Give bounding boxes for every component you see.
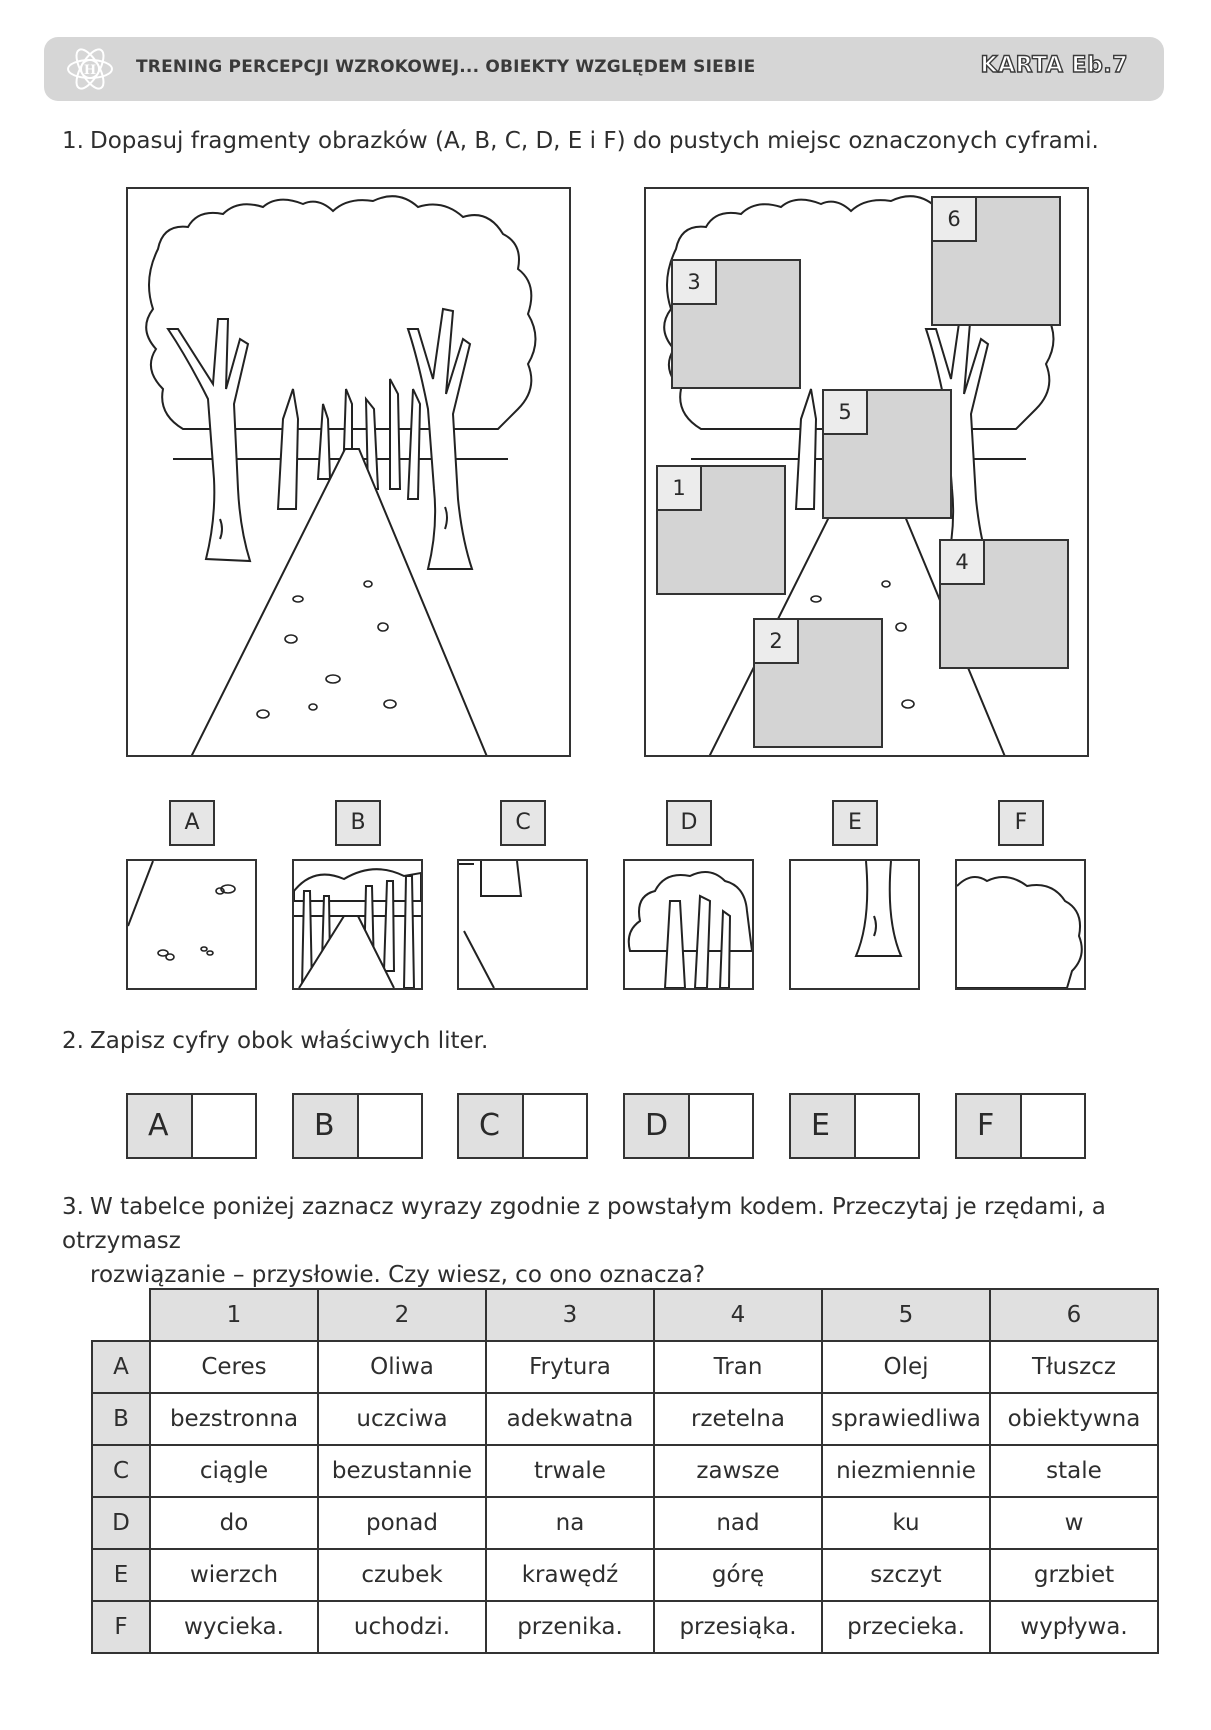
answer-field[interactable]	[524, 1095, 586, 1157]
word-cell[interactable]: zawsze	[654, 1445, 822, 1497]
word-cell[interactable]: sprawiedliwa	[822, 1393, 990, 1445]
answer-letter: E	[791, 1095, 856, 1157]
answer-box-f	[955, 1093, 1086, 1159]
word-cell[interactable]: górę	[654, 1549, 822, 1601]
word-cell[interactable]: adekwatna	[486, 1393, 654, 1445]
column-header: 4	[654, 1289, 822, 1341]
fragment-label-b: B	[335, 800, 381, 846]
word-cell[interactable]: nad	[654, 1497, 822, 1549]
word-cell[interactable]: do	[150, 1497, 318, 1549]
fragment-b	[292, 859, 423, 990]
column-header: 1	[150, 1289, 318, 1341]
table-row	[92, 1393, 1158, 1445]
gap-2	[753, 618, 883, 748]
word-cell[interactable]: na	[486, 1497, 654, 1549]
table-row	[92, 1445, 1158, 1497]
column-header: 2	[318, 1289, 486, 1341]
word-cell[interactable]: Tran	[654, 1341, 822, 1393]
code-table	[91, 1288, 1159, 1654]
logo-icon	[64, 43, 116, 95]
fragment-label-c: C	[500, 800, 546, 846]
gap-label: 6	[931, 196, 977, 242]
gap-1	[656, 465, 786, 595]
word-cell[interactable]: wierzch	[150, 1549, 318, 1601]
word-cell[interactable]: wycieka.	[150, 1601, 318, 1653]
gap-5	[822, 389, 952, 519]
gap-label: 4	[939, 539, 985, 585]
table-row	[92, 1497, 1158, 1549]
gap-label: 3	[671, 259, 717, 305]
task2-instruction	[62, 1024, 488, 1058]
word-cell[interactable]: wypływa.	[990, 1601, 1158, 1653]
answer-field[interactable]	[690, 1095, 752, 1157]
word-cell[interactable]: przesiąka.	[654, 1601, 822, 1653]
fragment-e	[789, 859, 920, 990]
word-cell[interactable]: Oliwa	[318, 1341, 486, 1393]
answer-box-a	[126, 1093, 257, 1159]
word-cell[interactable]: ponad	[318, 1497, 486, 1549]
fragment-c-drawing	[459, 861, 586, 988]
column-header: 5	[822, 1289, 990, 1341]
answer-letter: B	[294, 1095, 359, 1157]
table-header-row	[92, 1289, 1158, 1341]
answer-box-c	[457, 1093, 588, 1159]
row-header: F	[92, 1601, 150, 1653]
word-cell[interactable]: stale	[990, 1445, 1158, 1497]
fragment-e-drawing	[791, 861, 918, 988]
task3-number: 3.	[62, 1194, 84, 1220]
table-row	[92, 1549, 1158, 1601]
answer-box-d	[623, 1093, 754, 1159]
fragment-a	[126, 859, 257, 990]
column-header: 3	[486, 1289, 654, 1341]
fragment-c	[457, 859, 588, 990]
gap-6	[931, 196, 1061, 326]
row-header: A	[92, 1341, 150, 1393]
fragment-d	[623, 859, 754, 990]
answer-box-b	[292, 1093, 423, 1159]
answer-field[interactable]	[1022, 1095, 1084, 1157]
word-cell[interactable]: Frytura	[486, 1341, 654, 1393]
word-cell[interactable]: trwale	[486, 1445, 654, 1497]
answer-box-e	[789, 1093, 920, 1159]
task1-number: 1.	[62, 128, 84, 154]
fragment-label-d: D	[666, 800, 712, 846]
word-cell[interactable]: uchodzi.	[318, 1601, 486, 1653]
fragment-d-drawing	[625, 861, 752, 988]
card-number: KARTA Eb.7	[980, 53, 1128, 78]
header-bar	[44, 37, 1164, 101]
task2-text: Zapisz cyfry obok właściwych liter.	[90, 1028, 489, 1054]
gap-label: 1	[656, 465, 702, 511]
word-cell[interactable]: Ceres	[150, 1341, 318, 1393]
fragment-a-drawing	[128, 861, 255, 988]
word-cell[interactable]: bezustannie	[318, 1445, 486, 1497]
row-header: C	[92, 1445, 150, 1497]
gapped-picture	[644, 187, 1089, 757]
task3-instruction	[62, 1190, 1182, 1292]
task2-number: 2.	[62, 1028, 84, 1054]
word-cell[interactable]: przecieka.	[822, 1601, 990, 1653]
word-cell[interactable]: ciągle	[150, 1445, 318, 1497]
word-cell[interactable]: niezmiennie	[822, 1445, 990, 1497]
answer-field[interactable]	[193, 1095, 255, 1157]
word-cell[interactable]: grzbiet	[990, 1549, 1158, 1601]
word-cell[interactable]: krawędź	[486, 1549, 654, 1601]
task3-line2: rozwiązanie – przysłowie. Czy wiesz, co ono oznacza?	[90, 1262, 706, 1288]
table-row	[92, 1341, 1158, 1393]
gap-label: 5	[822, 389, 868, 435]
row-header: D	[92, 1497, 150, 1549]
task1-text: Dopasuj fragmenty obrazków (A, B, C, D, E i F) do pustych miejsc oznaczonych cyframi.	[90, 128, 1099, 154]
word-cell[interactable]: przenika.	[486, 1601, 654, 1653]
answer-field[interactable]	[359, 1095, 421, 1157]
fragment-label-e: E	[832, 800, 878, 846]
worksheet-title: TRENING PERCEPCJI WZROKOWEJ... OBIEKTY WZGLĘDEM SIEBIE	[136, 57, 756, 77]
avenue-illustration	[128, 189, 571, 757]
word-cell[interactable]: szczyt	[822, 1549, 990, 1601]
gap-label: 2	[753, 618, 799, 664]
word-cell[interactable]: Tłuszcz	[990, 1341, 1158, 1393]
task1-instruction	[62, 124, 1099, 158]
fragment-b-drawing	[294, 861, 421, 988]
answer-letter: D	[625, 1095, 690, 1157]
fragment-label-a: A	[169, 800, 215, 846]
word-cell[interactable]: w	[990, 1497, 1158, 1549]
word-cell[interactable]: uczciwa	[318, 1393, 486, 1445]
word-cell[interactable]: rzetelna	[654, 1393, 822, 1445]
word-cell[interactable]: Olej	[822, 1341, 990, 1393]
svg-text:H: H	[83, 63, 97, 78]
table-corner	[92, 1289, 150, 1341]
column-header: 6	[990, 1289, 1158, 1341]
gap-4	[939, 539, 1069, 669]
answer-letter: F	[957, 1095, 1022, 1157]
answer-field[interactable]	[856, 1095, 918, 1157]
fragment-f	[955, 859, 1086, 990]
row-header: E	[92, 1549, 150, 1601]
word-cell[interactable]: bezstronna	[150, 1393, 318, 1445]
word-cell[interactable]: ku	[822, 1497, 990, 1549]
full-picture	[126, 187, 571, 757]
task3-line1: W tabelce poniżej zaznacz wyrazy zgodnie z powstałym kodem. Przeczytaj je rzędami, a otrzymasz	[62, 1194, 1106, 1254]
row-header: B	[92, 1393, 150, 1445]
gap-3	[671, 259, 801, 389]
word-cell[interactable]: obiektywna	[990, 1393, 1158, 1445]
fragment-f-drawing	[957, 861, 1084, 988]
word-cell[interactable]: czubek	[318, 1549, 486, 1601]
answer-letter: A	[128, 1095, 193, 1157]
answer-letter: C	[459, 1095, 524, 1157]
table-row	[92, 1601, 1158, 1653]
fragment-label-f: F	[998, 800, 1044, 846]
